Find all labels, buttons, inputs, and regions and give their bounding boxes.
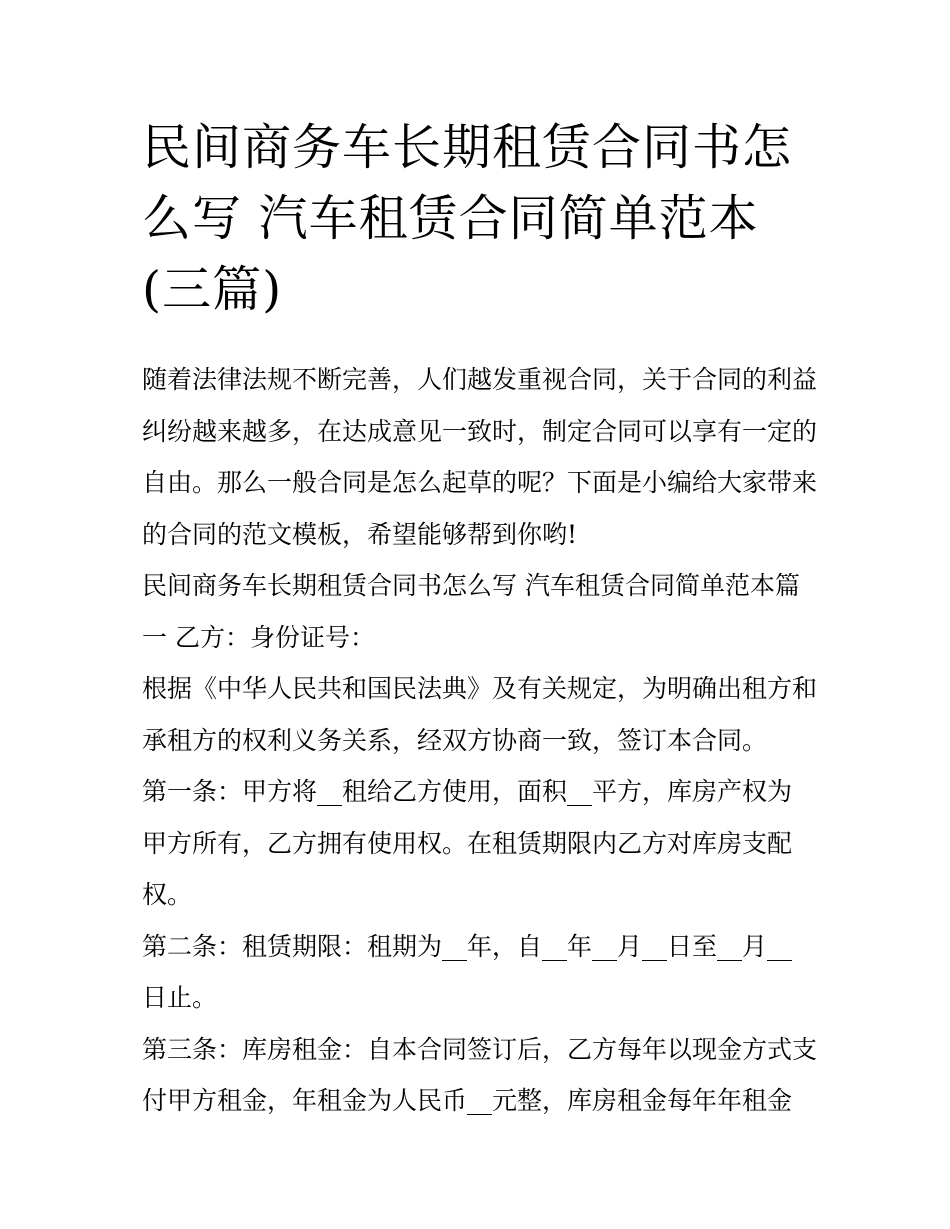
body-line-4: 的合同的范文模板，希望能够帮到你哟! xyxy=(142,519,578,549)
title-line-1: 民间商务车长期租赁合同书怎 xyxy=(142,119,793,176)
document-body xyxy=(142,354,822,1127)
body-line-9: 第一条：甲方将__租给乙方使用，面积__平方，库房产权为 xyxy=(142,777,793,806)
title-line-2: 么写 汽车租赁合同简单范本 xyxy=(142,190,759,247)
body-line-2: 纠纷越来越多，在达成意见一致时，制定合同可以享有一定的 xyxy=(142,416,818,446)
body-line-7: 根据《中华人民共和国民法典》及有关规定，为明确出租方和 xyxy=(142,674,818,703)
body-line-6: 一 乙方：身份证号： xyxy=(142,622,375,652)
body-line-13: 日止。 xyxy=(142,983,218,1012)
body-line-15: 付甲方租金，年租金为人民币__元整，库房租金每年年租金 xyxy=(142,1086,793,1115)
body-line-1: 随着法律法规不断完善，人们越发重视合同，关于合同的利益 xyxy=(142,365,818,394)
body-line-12: 第二条：租赁期限：租期为__年，自__年__月__日至__月__ xyxy=(142,931,793,961)
body-line-3: 自由。那么一般合同是怎么起草的呢？下面是小编给大家带来 xyxy=(142,468,818,497)
body-line-14: 第三条：库房租金：自本合同签订后，乙方每年以现金方式支 xyxy=(142,1034,818,1064)
body-line-5: 民间商务车长期租赁合同书怎么写 汽车租赁合同简单范本篇 xyxy=(142,571,800,600)
title-line-3: (三篇) xyxy=(142,261,283,318)
body-line-11: 权。 xyxy=(142,880,193,909)
body-line-10: 甲方所有，乙方拥有使用权。在租赁期限内乙方对库房支配 xyxy=(142,828,793,858)
body-line-8: 承租方的权利义务关系，经双方协商一致，签订本合同。 xyxy=(142,725,768,755)
document-title xyxy=(142,112,842,325)
